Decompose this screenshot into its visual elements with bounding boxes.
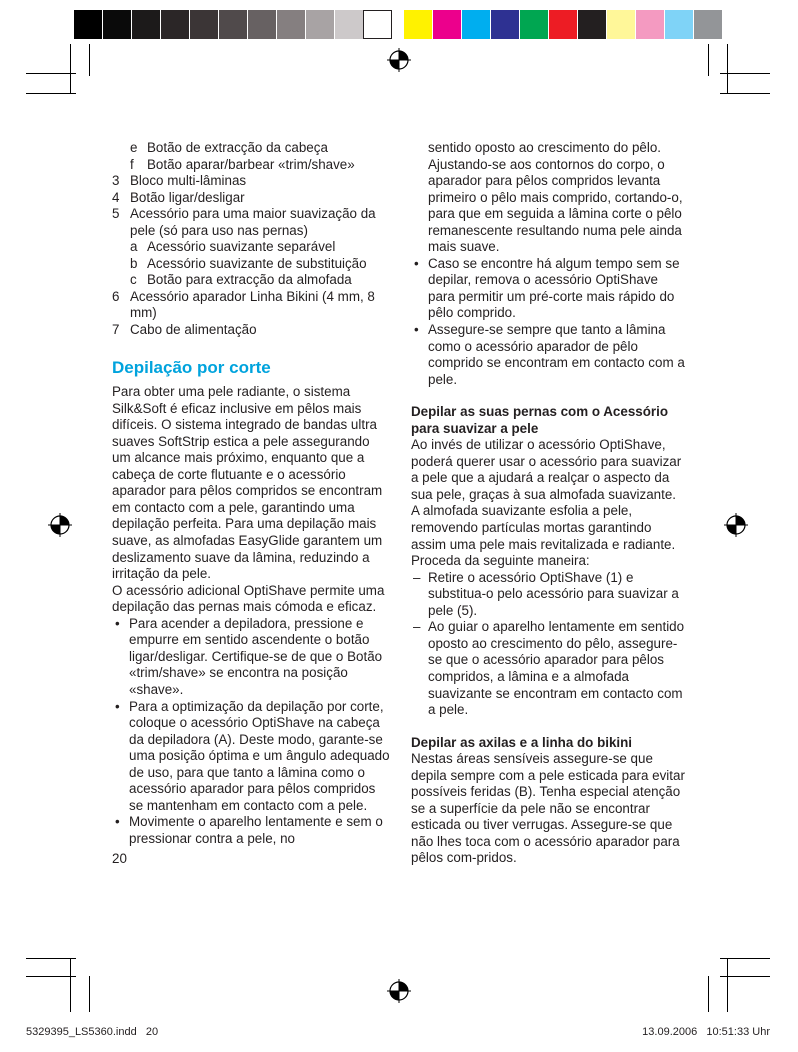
color-swatch: [490, 10, 519, 39]
bullet-item: • Assegure-se sempre que tanto a lâmina como o acessório aparador de pêlo comprido se encontram em contacto com a pele.: [414, 322, 685, 387]
axillae-paragraph: Nestas áreas sensíveis assegure-se que depila sempre com a pele esticada para evitar possíveis feridas (B). Tenha especial atenção se a superfície da pele não se encontrar esticada ou tiver verrugas. Assegure-se que não lhes toca com o acessório aparador para pêlos com-pridos.: [411, 751, 685, 866]
list-item: 3 Bloco multi-lâminas: [112, 173, 247, 189]
file-info: 5329395_LS5360.indd 20: [26, 1026, 159, 1038]
intro-paragraph: Para obter uma pele radiante, o sistema Silk&Soft é eficaz inclusive em pêlos mais difíceis. O sistema integrado de bandas ultra suaves SoftStrip estica a pele assegurando um alcance mais próximo, enquanto que a cabeça de corte flutuante e o acessório aparador para pêlos compridos se encontram em contacto com a pele, garantindo uma depilação perfeita. Para uma depilação mais suave, as almofadas EasyGlide garantem um deslizamento suave da lâmina, reduzindo a irritação da pele.: [112, 384, 383, 582]
list-item: a Acessório suavizante separável: [130, 239, 336, 255]
color-swatch: [548, 10, 577, 39]
legs-heading: Depilar as suas pernas com o Acessório para suavizar a pele: [411, 404, 669, 436]
right-column: [411, 140, 688, 867]
list-item: 7 Cabo de alimentação: [112, 322, 257, 338]
registration-mark-bottom-icon: [387, 979, 411, 1003]
color-swatch: [276, 10, 305, 39]
color-swatch: [189, 10, 218, 39]
color-swatch: [519, 10, 548, 39]
color-swatch: [635, 10, 664, 39]
print-color-bar-grayscale: [73, 10, 392, 39]
section-title: Depilação por corte: [112, 357, 271, 377]
legs-paragraph: A almofada suavizante esfolia a pele, removendo partículas mortas garantindo assim uma pele mais revitalizada e radiante.: [411, 503, 676, 552]
dash-item: – Ao guiar o aparelho lentamente em sentido oposto ao crescimento do pêlo, assegure-se que o acessório aparador para pêlos compridos, a lâmina e a almofada suavizante se encontram em contacto com a pele.: [413, 619, 685, 718]
list-item: 5 Acessório para uma maior suavização da pele (só para uso nas pernas): [112, 206, 376, 238]
continuation-paragraph: sentido oposto ao crescimento do pêlo. Ajustando-se aos contornos do corpo, o aparador para pêlos compridos levanta primeiro o pêlo mais comprido, cortando-o, para que em seguida a lâmina corte o pêlo remanescente resultando numa pele ainda mais suave.: [428, 140, 683, 255]
axillae-heading: Depilar as axilas e a linha do bikini: [411, 734, 633, 750]
optishave-paragraph: O acessório adicional OptiShave permite uma depilação das pernas mais cómoda e eficaz.: [112, 582, 385, 615]
color-swatch: [247, 10, 276, 39]
list-item: f Botão aparar/barbear «trim/shave»: [130, 156, 355, 172]
color-swatch: [73, 10, 102, 39]
list-item: c Botão para extracção da almofada: [130, 272, 352, 288]
parts-list: [112, 140, 390, 339]
list-item: e Botão de extracção da cabeça: [130, 140, 328, 155]
legs-paragraph: Ao invés de utilizar o acessório OptiShave, poderá querer usar o acessório para suavizar a pele que a ajudará a realçar o aspecto da sua pele, graças à sua almofada suavizante.: [411, 437, 682, 502]
print-color-bar-colors: [403, 10, 722, 39]
color-swatch: [305, 10, 334, 39]
bullet-item: • Movimente o aparelho lentamente e sem o pressionar contra a pele, no: [115, 814, 383, 846]
color-swatch: [102, 10, 131, 39]
color-swatch: [334, 10, 363, 39]
color-swatch: [693, 10, 722, 39]
list-item: 6 Acessório aparador Linha Bikini (4 mm, 8 mm): [112, 288, 375, 321]
list-item: 4 Botão ligar/desligar: [112, 189, 245, 205]
color-swatch: [131, 10, 160, 39]
legs-paragraph: Proceda da seguinte maneira:: [411, 553, 590, 569]
registration-mark-top-icon: [387, 48, 411, 72]
color-swatch: [461, 10, 490, 39]
registration-mark-right-icon: [724, 513, 748, 537]
print-timestamp: 13.09.2006 10:51:33 Uhr: [642, 1026, 770, 1038]
color-swatch: [664, 10, 693, 39]
dash-item: – Retire o acessório OptiShave (1) e substitua-o pelo acessório para suavizar a pele (5).: [413, 569, 679, 618]
color-swatch: [606, 10, 635, 39]
left-column: [112, 140, 390, 868]
page-number: 20: [112, 851, 127, 867]
bullet-item: • Para a optimização da depilação por corte, coloque o acessório OptiShave na cabeça da depiladora (A). Deste modo, garante-se uma posição óptima e um ângulo adequado de uso, para que tanto a lâmina como o acessório aparador para pêlos compridos se mantenham em contacto com a pele.: [115, 698, 390, 813]
color-swatch: [363, 10, 392, 39]
list-item: b Acessório suavizante de substituição: [130, 255, 367, 271]
color-swatch: [577, 10, 606, 39]
registration-mark-left-icon: [48, 513, 72, 537]
bullet-item: • Para acender a depiladora, pressione e empurre em sentido ascendente o botão ligar/desligar. Certifique-se de que o Botão «trim/shave» se encontra na posição «shave».: [115, 615, 383, 697]
color-swatch: [403, 10, 432, 39]
color-swatch: [160, 10, 189, 39]
color-swatch: [218, 10, 247, 39]
bullet-item: • Caso se encontre há algum tempo sem se depilar, remova o acessório OptiShave para permitir um pré-corte mais rápido do pêlo comprido.: [414, 255, 680, 321]
color-swatch: [432, 10, 461, 39]
